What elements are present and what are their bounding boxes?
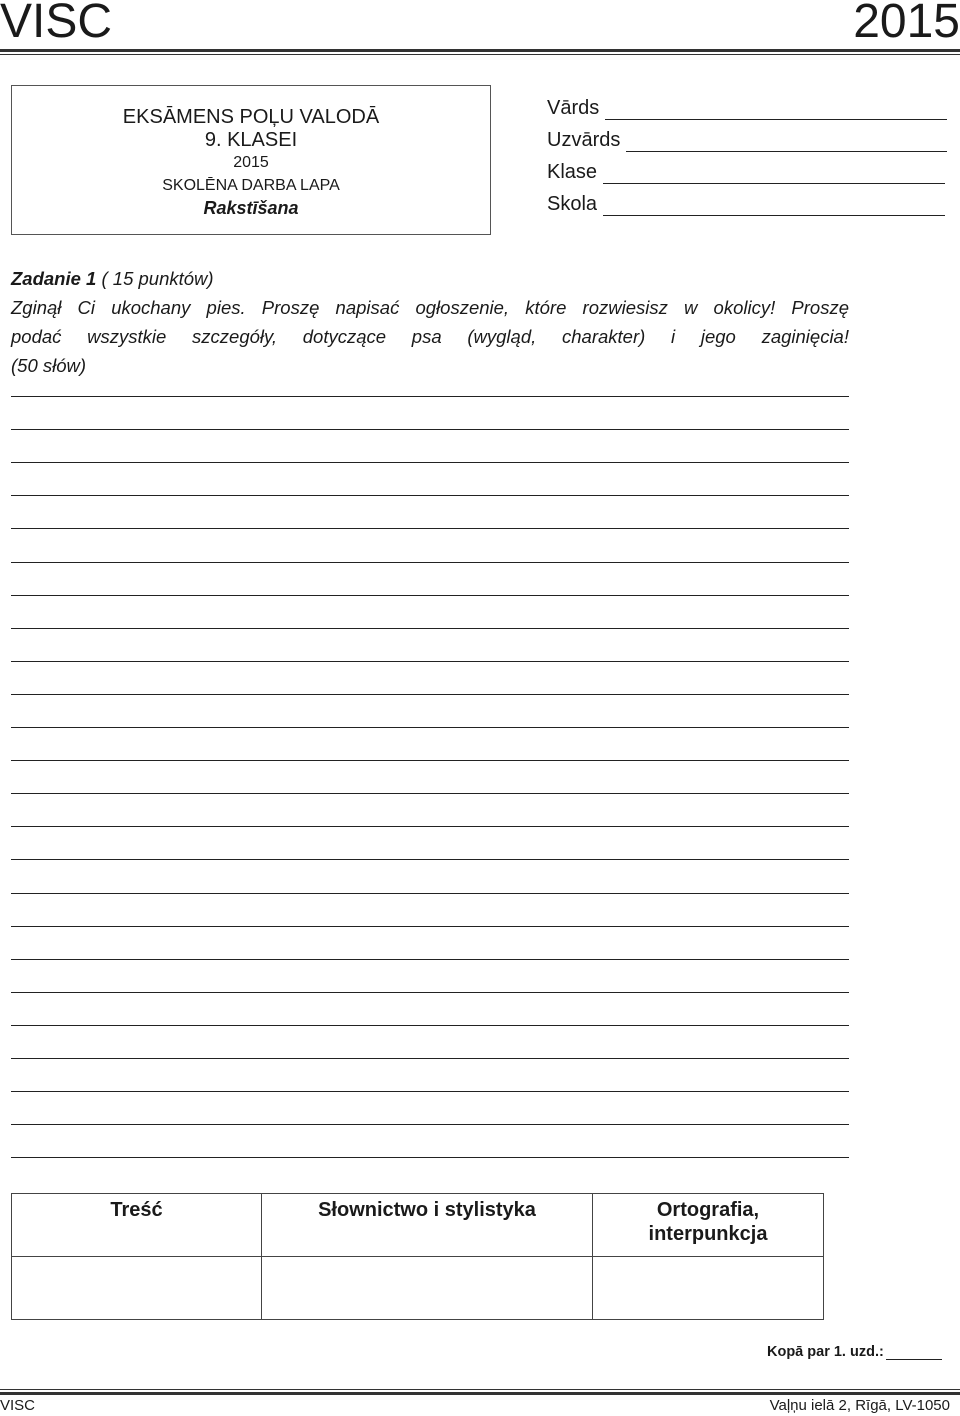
writing-line[interactable] [11,859,849,860]
section-name: Rakstīšana [203,198,299,218]
writing-line[interactable] [11,628,849,629]
surname-field-label: Uzvārds [547,129,621,151]
score-col-content: Treść [12,1194,262,1257]
name-field-line[interactable] [605,100,947,120]
writing-line[interactable] [11,661,849,662]
header-rule [0,49,960,52]
writing-line[interactable] [11,462,849,463]
writing-line[interactable] [11,793,849,794]
exam-grade: 9. KLASEI [204,129,298,151]
surname-field-line[interactable] [626,132,947,152]
class-field-line[interactable] [603,164,945,184]
score-col-orthography [593,1194,824,1257]
score-cell-content[interactable] [12,1257,262,1320]
worksheet-label: SKOLĒNA DARBA LAPA [162,177,340,194]
writing-line[interactable] [11,893,849,894]
score-cell-vocabulary[interactable] [262,1257,593,1320]
footer-rule [0,1392,960,1395]
exam-year: 2015 [233,154,269,171]
exam-title: EKSĀMENS POĻU VALODĀ [122,106,380,128]
task-word-limit: (50 słów) [11,355,87,376]
name-field-label: Vārds [547,97,600,119]
header-rule-thin [0,54,960,55]
score-table [11,1193,824,1320]
writing-line[interactable] [11,1025,849,1026]
footer-left-text: VISC [0,1397,36,1414]
class-field[interactable] [547,158,945,184]
writing-line[interactable] [11,992,849,993]
writing-line[interactable] [11,1058,849,1059]
task-total-blank[interactable] [886,1346,942,1360]
writing-line[interactable] [11,727,849,728]
score-col-orthography-line2: interpunkcja [648,1223,768,1245]
surname-field[interactable] [547,126,947,152]
header-left-text: VISC [0,0,113,48]
header-year: 2015 [853,0,960,48]
writing-line[interactable] [11,760,849,761]
exam-title-box [11,85,491,235]
name-field[interactable] [547,94,947,120]
writing-line[interactable] [11,694,849,695]
task-heading [11,264,849,293]
score-col-orthography-line1: Ortografia, [656,1199,760,1221]
footer-address: Vaļņu ielā 2, Rīgā, LV-1050 [769,1397,950,1414]
school-field-line[interactable] [603,196,945,216]
task-text-line-1: Zginął Ci ukochany pies. Proszę napisać ogłoszenie, które rozwiesisz w okolicy! Proszę [11,297,849,318]
task-number: Zadanie 1 [11,268,97,289]
school-field-label: Skola [547,193,598,215]
task-points: ( 15 punktów) [96,268,214,289]
score-cell-orthography[interactable] [593,1257,824,1320]
writing-line[interactable] [11,562,849,563]
writing-line[interactable] [11,1124,849,1125]
writing-line[interactable] [11,495,849,496]
school-field[interactable] [547,190,945,216]
class-field-label: Klase [547,161,598,183]
writing-line[interactable] [11,1157,849,1158]
task-total [767,1344,942,1360]
task-instructions [11,264,849,380]
writing-line[interactable] [11,826,849,827]
footer-rule-thin [0,1389,960,1390]
writing-line[interactable] [11,396,849,397]
writing-line[interactable] [11,959,849,960]
writing-line[interactable] [11,926,849,927]
writing-line[interactable] [11,595,849,596]
score-col-vocabulary: Słownictwo i stylistyka [262,1194,593,1257]
task-text-line-2: podać wszystkie szczegóły, dotyczące psa (wygląd, charakter) i jego zaginięcia! [11,326,849,347]
writing-line[interactable] [11,1091,849,1092]
writing-line[interactable] [11,528,849,529]
writing-line[interactable] [11,429,849,430]
task-total-label: Kopā par 1. uzd.: [767,1344,884,1360]
